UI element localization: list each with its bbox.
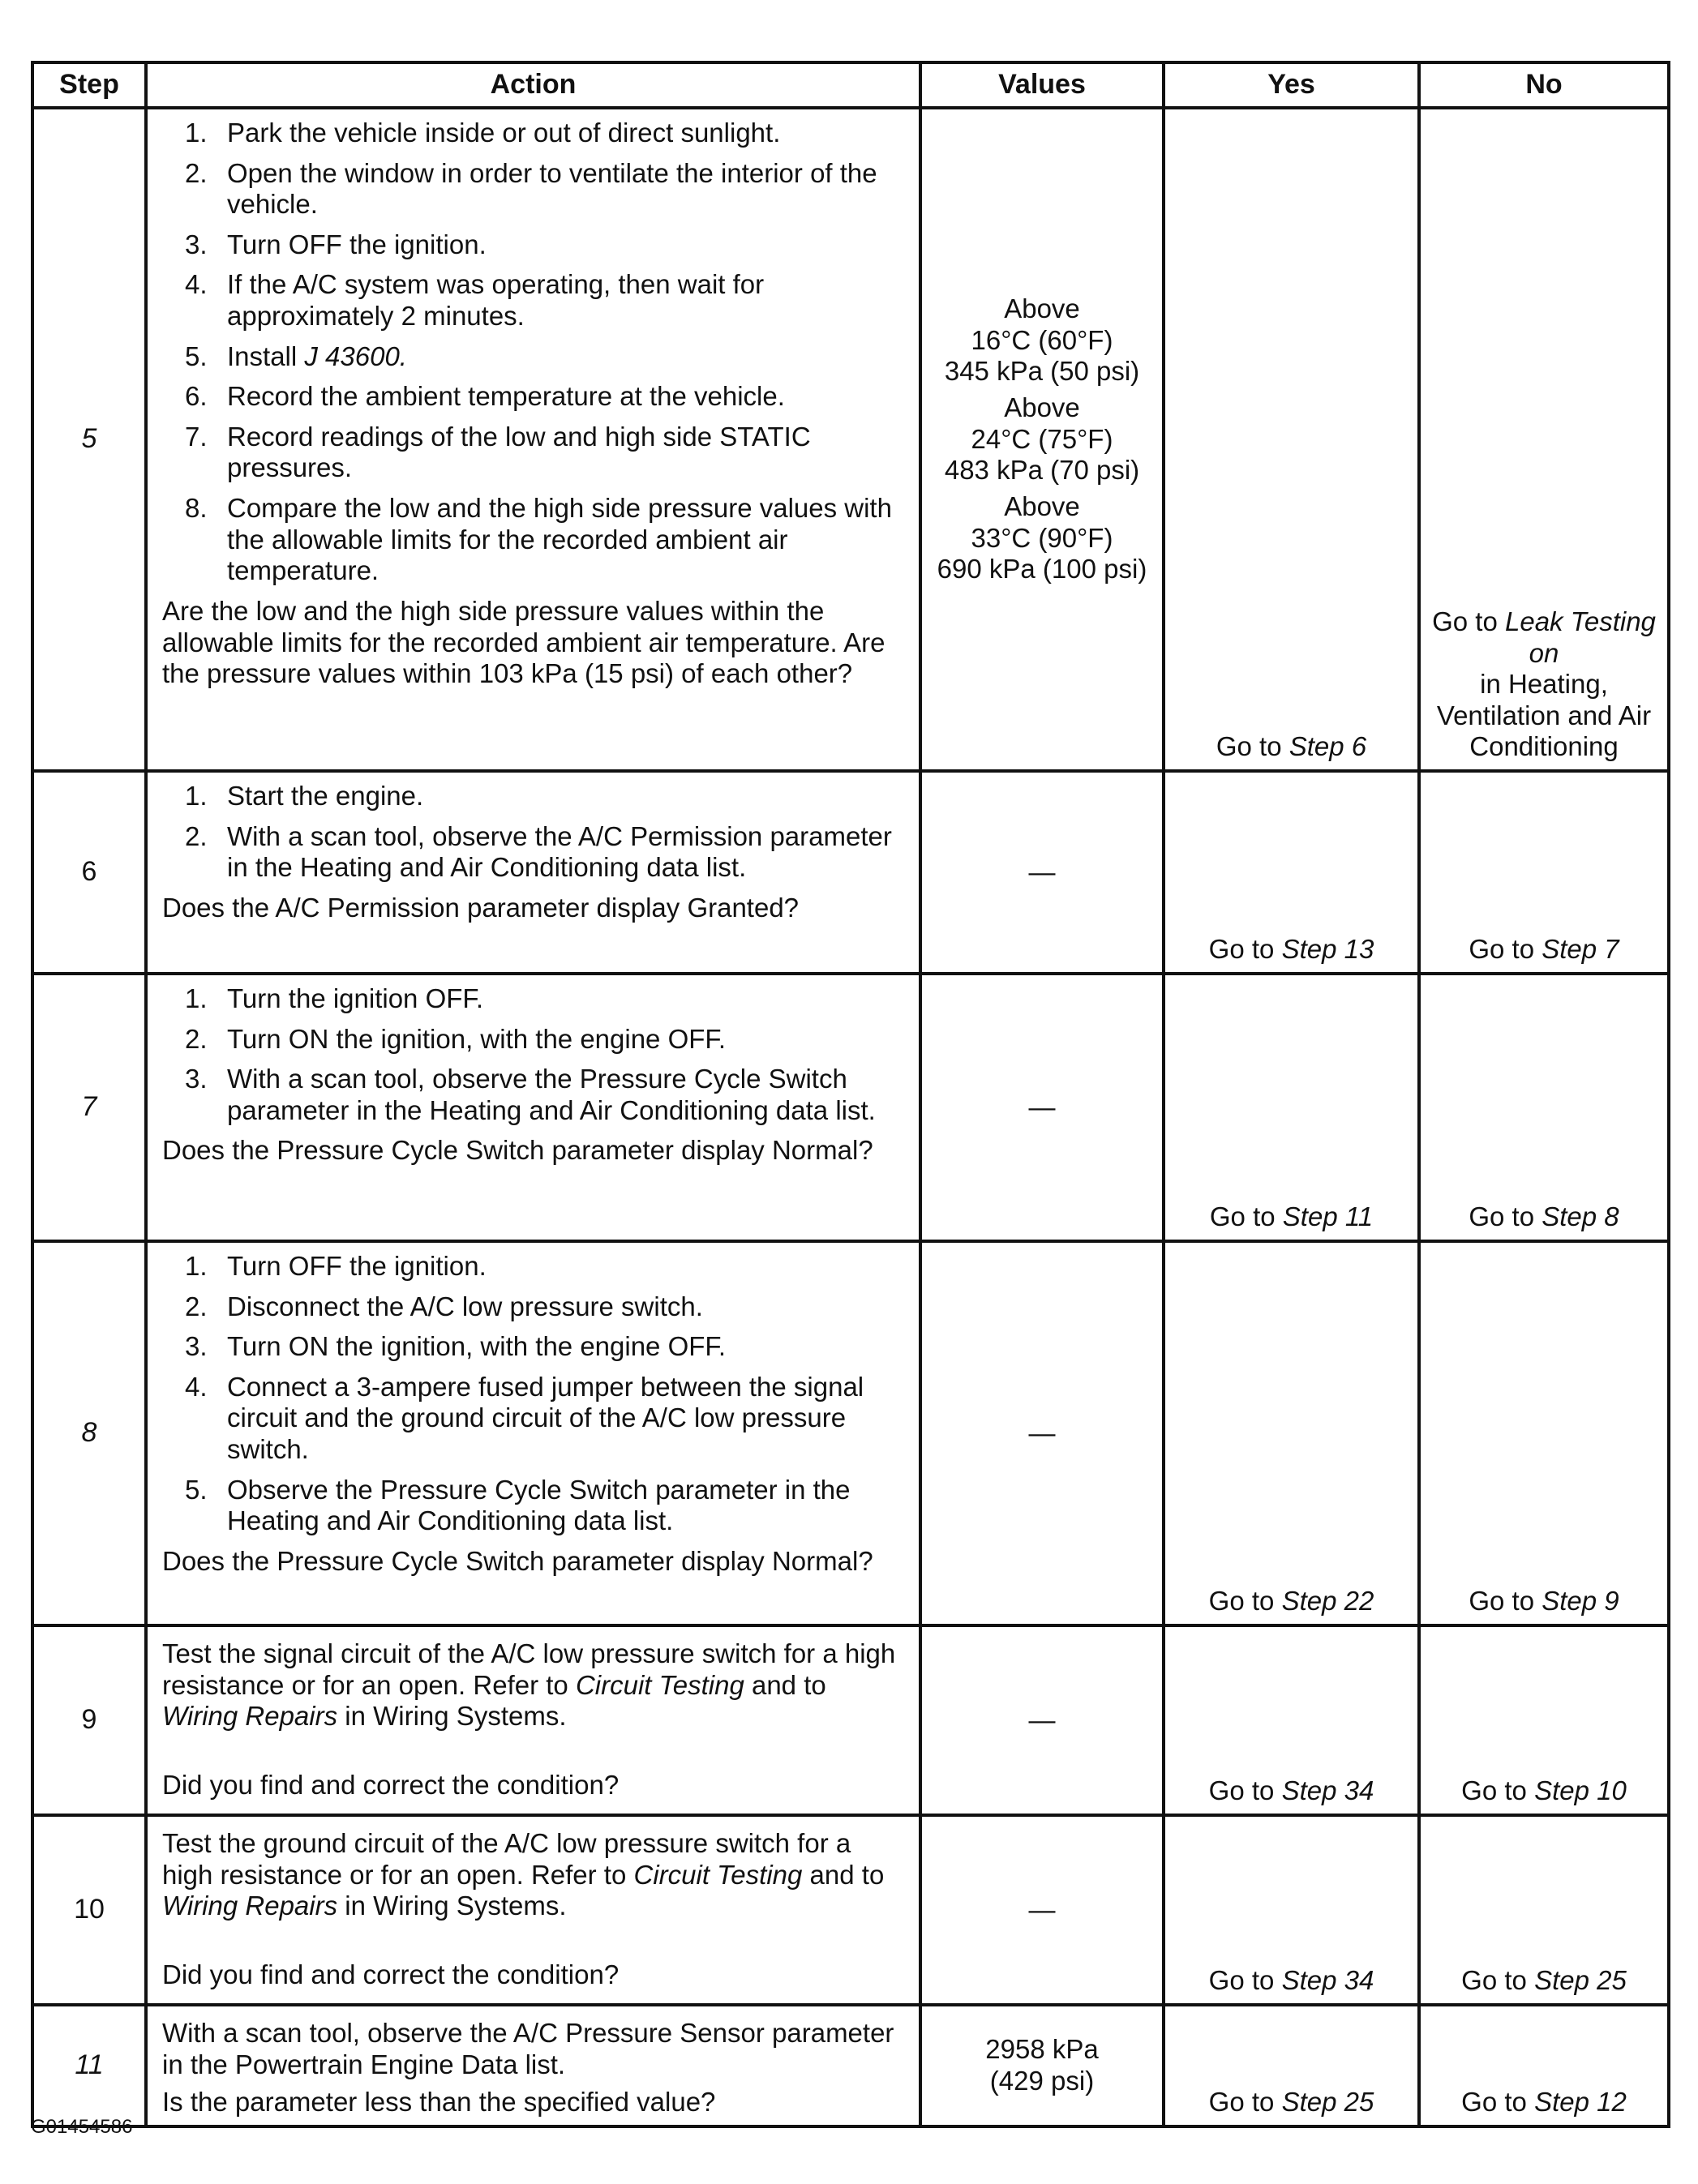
figure-id: G01454586 bbox=[31, 2116, 133, 2138]
list-item: 2. Open the window in order to ventilate the interior of the vehicle. bbox=[185, 157, 877, 220]
action-steps bbox=[162, 1251, 907, 1537]
step-link[interactable]: Step 13 bbox=[1281, 934, 1374, 965]
action-text: Test the ground circuit of the A/C low pressure switch for a high resistance or for an open. Refer to Circuit Testing and to Wiring Repairs in Wiring Systems. bbox=[162, 1828, 885, 1921]
action-text: With a scan tool, observe the A/C Pressure Sensor parameter in the Powertrain Engine Data list. bbox=[162, 2018, 894, 2079]
values-cell: 2958 kPa (429 psi) bbox=[920, 2005, 1164, 2126]
no-cell: Go to Step 25 bbox=[1419, 1815, 1669, 2005]
step-number: 10 bbox=[32, 1815, 146, 2005]
list-item: 2. With a scan tool, observe the A/C Permission parameter in the Heating and Air Conditioning data list. bbox=[185, 820, 892, 883]
step-link[interactable]: Step 11 bbox=[1282, 1201, 1374, 1232]
step-link[interactable]: Step 22 bbox=[1281, 1586, 1374, 1617]
no-cell: Go to Step 10 bbox=[1419, 1625, 1669, 1815]
list-item: 5. Observe the Pressure Cycle Switch parameter in the Heating and Air Conditioning data list. bbox=[185, 1474, 851, 1536]
step-link[interactable]: Step 12 bbox=[1534, 2087, 1627, 2118]
action-cell bbox=[146, 108, 920, 771]
action-cell bbox=[146, 771, 920, 974]
action-cell bbox=[146, 974, 920, 1241]
action-question: Does the Pressure Cycle Switch parameter display Normal? bbox=[162, 1135, 873, 1166]
circuit-testing-link[interactable]: Circuit Testing bbox=[633, 1859, 803, 1890]
step-number: 11 bbox=[32, 2005, 146, 2126]
step-link[interactable]: Step 10 bbox=[1534, 1775, 1627, 1806]
list-item: 2. Disconnect the A/C low pressure switch. bbox=[185, 1291, 703, 1321]
leak-testing-link[interactable]: Leak Testing on bbox=[1504, 606, 1656, 668]
action-text: Test the signal circuit of the A/C low pressure switch for a high resistance or for an open. Refer to Circuit Testing and to Wiring Repairs in Wiring Systems. bbox=[162, 1638, 896, 1732]
value-block: Above 33°C (90°F) 690 kPa (100 psi) bbox=[937, 490, 1147, 585]
action-steps bbox=[162, 983, 907, 1126]
list-item: 7. Record readings of the low and high side STATIC pressures. bbox=[185, 421, 811, 483]
header-row bbox=[32, 62, 1669, 108]
values-cell: — bbox=[920, 1241, 1164, 1625]
yes-cell: Go to Step 22 bbox=[1164, 1241, 1419, 1625]
yes-cell: Go to Step 34 bbox=[1164, 1625, 1419, 1815]
table-row-step-9 bbox=[32, 1625, 1669, 1815]
wiring-repairs-link[interactable]: Wiring Repairs bbox=[162, 1701, 338, 1732]
step-number: 8 bbox=[32, 1241, 146, 1625]
list-item: 1. Turn the ignition OFF. bbox=[185, 983, 484, 1013]
values-cell: — bbox=[920, 771, 1164, 974]
yes-cell: Go to Step 25 bbox=[1164, 2005, 1419, 2126]
list-item: 2. Turn ON the ignition, with the engine OFF. bbox=[185, 1023, 727, 1054]
yes-cell: Go to Step 6 bbox=[1164, 108, 1419, 771]
action-cell bbox=[146, 1625, 920, 1815]
values-cell: — bbox=[920, 1815, 1164, 2005]
step-link[interactable]: Step 34 bbox=[1281, 1965, 1374, 1996]
header-step: Step bbox=[32, 62, 146, 108]
values-cell: — bbox=[920, 1625, 1164, 1815]
list-item: 6. Record the ambient temperature at the vehicle. bbox=[185, 381, 785, 412]
action-steps bbox=[162, 781, 907, 884]
step-number: 7 bbox=[32, 974, 146, 1241]
values-cell bbox=[920, 108, 1164, 771]
table-row-step-11 bbox=[32, 2005, 1669, 2126]
step-number: 9 bbox=[32, 1625, 146, 1815]
tool-reference: J 43600. bbox=[304, 340, 407, 371]
action-question: Is the parameter less than the specified value? bbox=[162, 2087, 716, 2118]
no-cell: Go to Step 9 bbox=[1419, 1241, 1669, 1625]
circuit-testing-link[interactable]: Circuit Testing bbox=[575, 1669, 744, 1700]
table-row-step-6 bbox=[32, 771, 1669, 974]
step-number: 6 bbox=[32, 771, 146, 974]
header-yes: Yes bbox=[1164, 62, 1419, 108]
list-item: 5. Install J 43600. bbox=[185, 340, 407, 371]
step-link[interactable]: Step 34 bbox=[1281, 1775, 1374, 1806]
no-cell: Go to Step 8 bbox=[1419, 974, 1669, 1241]
step-link[interactable]: Step 7 bbox=[1541, 934, 1619, 965]
action-cell bbox=[146, 1241, 920, 1625]
action-question: Did you find and correct the condition? bbox=[162, 1959, 620, 1989]
wiring-repairs-link[interactable]: Wiring Repairs bbox=[162, 1891, 338, 1921]
action-steps bbox=[162, 118, 907, 587]
action-question: Does the A/C Permission parameter display Granted? bbox=[162, 892, 800, 923]
list-item: 1. Park the vehicle inside or out of direct sunlight. bbox=[185, 118, 781, 148]
list-item: 8. Compare the low and the high side pressure values with the allowable limits for the recorded ambient air temperature. bbox=[185, 493, 892, 586]
no-cell: Go to Step 7 bbox=[1419, 771, 1669, 974]
list-item: 3. With a scan tool, observe the Pressure Cycle Switch parameter in the Heating and Air Conditioning data list. bbox=[185, 1064, 876, 1125]
action-cell bbox=[146, 2005, 920, 2126]
header-values: Values bbox=[920, 62, 1164, 108]
step-link[interactable]: Step 25 bbox=[1534, 1965, 1627, 1996]
header-no: No bbox=[1419, 62, 1669, 108]
yes-cell: Go to Step 34 bbox=[1164, 1815, 1419, 2005]
header-action: Action bbox=[146, 62, 920, 108]
list-item: 3. Turn OFF the ignition. bbox=[185, 229, 487, 259]
action-question: Does the Pressure Cycle Switch parameter display Normal? bbox=[162, 1545, 873, 1576]
step-link[interactable]: Step 25 bbox=[1281, 2087, 1374, 2118]
list-item: 1. Start the engine. bbox=[185, 781, 424, 811]
step-number: 5 bbox=[32, 108, 146, 771]
action-question: Are the low and the high side pressure values within the allowable limits for the recorded ambient air temperature. Are the pressure values within 103 kPa (15 psi) of each other? bbox=[162, 595, 885, 689]
table-row-step-10 bbox=[32, 1815, 1669, 2005]
step-link[interactable]: Step 6 bbox=[1289, 731, 1367, 762]
step-link[interactable]: Step 8 bbox=[1541, 1201, 1619, 1232]
step-link[interactable]: Step 9 bbox=[1541, 1586, 1619, 1617]
value-block: Above 24°C (75°F) 483 kPa (70 psi) bbox=[944, 392, 1140, 486]
list-item: 1. Turn OFF the ignition. bbox=[185, 1251, 487, 1281]
list-item: 3. Turn ON the ignition, with the engine OFF. bbox=[185, 1331, 727, 1362]
no-cell: Go to Step 12 bbox=[1419, 2005, 1669, 2126]
list-item: 4. If the A/C system was operating, then wait for approximately 2 minutes. bbox=[185, 269, 765, 332]
values-cell: — bbox=[920, 974, 1164, 1241]
table-row-step-8 bbox=[32, 1241, 1669, 1625]
action-question: Did you find and correct the condition? bbox=[162, 1769, 620, 1800]
value-block: Above 16°C (60°F) 345 kPa (50 psi) bbox=[944, 293, 1140, 387]
diagnostic-table bbox=[31, 61, 1670, 2128]
table-row-step-7 bbox=[32, 974, 1669, 1241]
yes-cell: Go to Step 13 bbox=[1164, 771, 1419, 974]
table-row-step-5 bbox=[32, 108, 1669, 771]
action-cell bbox=[146, 1815, 920, 2005]
yes-cell: Go to Step 11 bbox=[1164, 974, 1419, 1241]
list-item: 4. Connect a 3-ampere fused jumper between the signal circuit and the ground circuit of the A/C low pressure switch. bbox=[185, 1371, 864, 1465]
no-cell: Go to Leak Testing on in Heating, Ventilation and Air Conditioning bbox=[1419, 108, 1669, 771]
